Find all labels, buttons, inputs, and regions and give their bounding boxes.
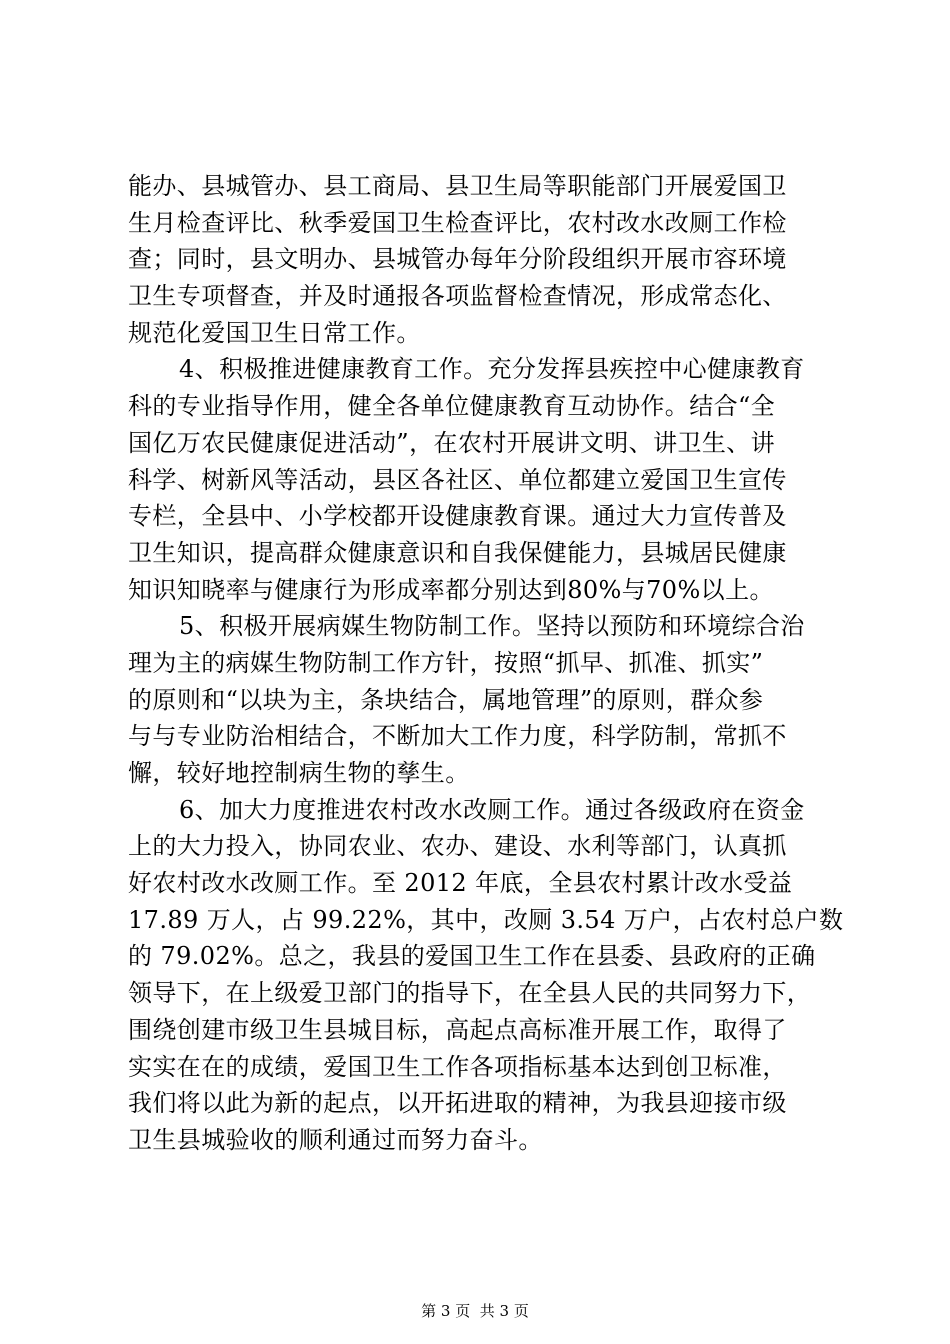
paragraph-start-line: 6、加大力度推进农村改水改厕工作。通过各级政府在资金 (179, 795, 805, 824)
text-line: 好农村改水改厕工作。至 2012 年底，全县农村累计改水受益 (128, 869, 793, 898)
text-line: 科学、树新风等活动，县区各社区、单位都建立爱国卫生宣传 (128, 465, 787, 494)
text-line: 懈，较好地控制病生物的孳生。 (128, 759, 470, 787)
text-line: 规范化爱国卫生日常工作。 (128, 318, 421, 347)
text-line: 专栏，全县中、小学校都开设健康教育课。通过大力宣传普及 (128, 502, 787, 531)
text-line: 国亿万农民健康促进活动”，在农村开展讲文明、讲卫生、讲 (128, 428, 776, 457)
text-line: 查；同时，县文明办、县城管办每年分阶段组织开展市容环境 (128, 245, 787, 274)
text-line: 知识知晓率与健康行为形成率都分别达到80%与70%以上。 (128, 575, 774, 604)
text-line: 科的专业指导作用，健全各单位健康教育互动协作。结合“全 (128, 392, 776, 421)
text-line: 与与专业防治相结合，不断加大工作力度，科学防制，常抓不 (128, 722, 787, 751)
text-line: 17.89 万人，占 99.22%，其中，改厕 3.54 万户，占农村总户数 (128, 905, 844, 934)
text-line: 领导下，在上级爱卫部门的指导下，在全县人民的共同努力下， (128, 979, 812, 1008)
text-line: 围绕创建市级卫生县城目标，高起点高标准开展工作，取得了 (128, 1015, 787, 1044)
body-text (128, 168, 844, 1159)
text-line: 能办、县城管办、县工商局、县卫生局等职能部门开展爱国卫 (128, 172, 787, 200)
text-line: 的 79.02%。总之，我县的爱国卫生工作在县委、县政府的正确 (128, 942, 816, 971)
text-line: 卫生知识，提高群众健康意识和自我保健能力，县城居民健康 (128, 538, 787, 567)
paragraph-start-line: 4、积极推进健康教育工作。充分发挥县疾控中心健康教育 (179, 355, 805, 384)
text-line: 卫生县城验收的顺利通过而努力奋斗。 (128, 1125, 543, 1154)
text-line: 我们将以此为新的起点，以开拓进取的精神，为我县迎接市级 (128, 1089, 787, 1118)
text-line: 理为主的病媒生物防制工作方针，按照“抓早、抓准、抓实” (128, 648, 764, 677)
text-line: 上的大力投入，协同农业、农办、建设、水利等部门，认真抓 (128, 832, 787, 861)
text-line: 的原则和“以块为主，条块结合，属地管理”的原则，群众参 (128, 685, 764, 714)
paragraph-start-line: 5、积极开展病媒生物防制工作。坚持以预防和环境综合治 (179, 612, 805, 641)
text-line: 卫生专项督查，并及时通报各项监督检查情况，形成常态化、 (128, 282, 787, 311)
page-number: 第 3 页 共 3 页 (421, 1302, 529, 1320)
text-line: 生月检查评比、秋季爱国卫生检查评比，农村改水改厕工作检 (128, 208, 787, 237)
page-footer (0, 1301, 950, 1321)
text-line: 实实在在的成绩，爱国卫生工作各项指标基本达到创卫标准， (128, 1052, 787, 1081)
